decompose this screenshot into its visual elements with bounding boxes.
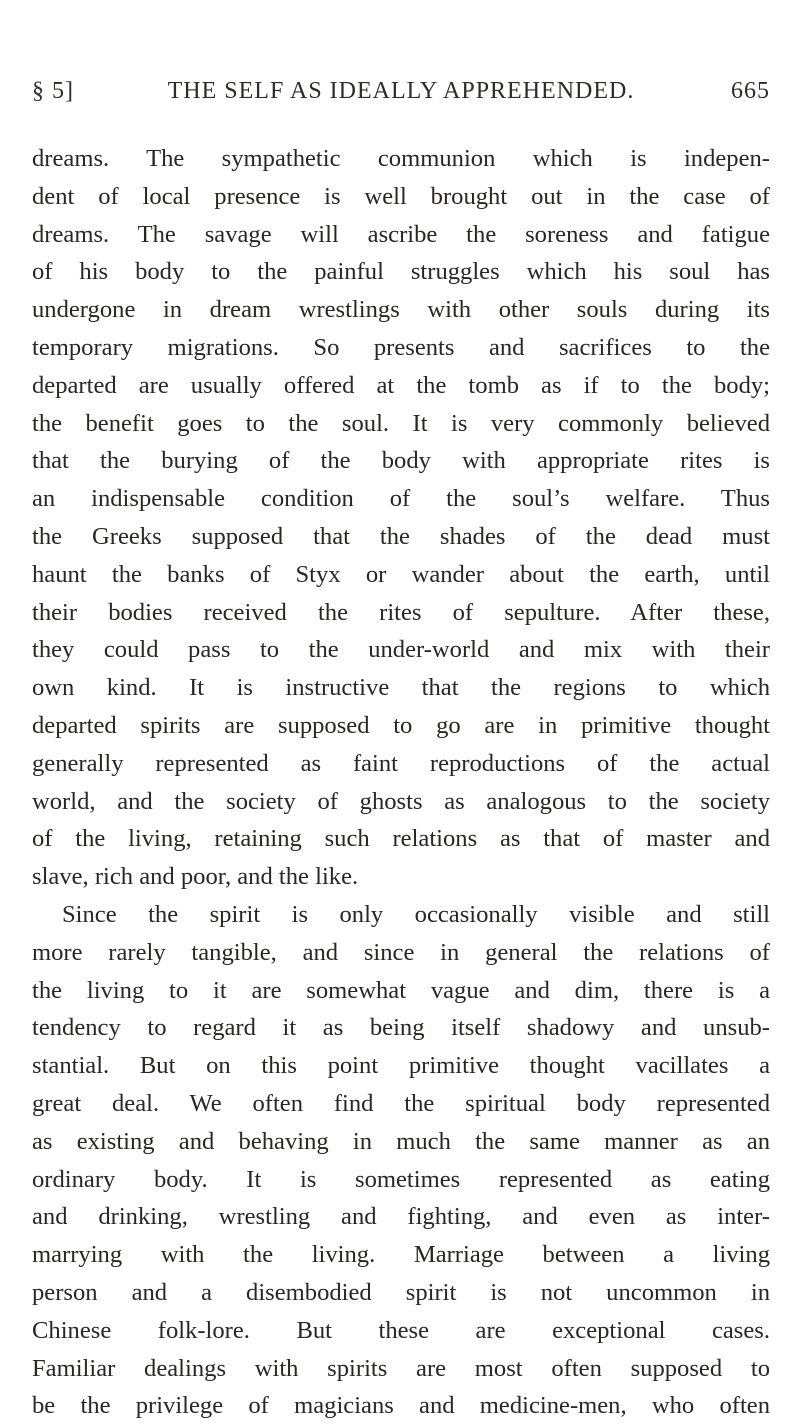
- text-line: generally represented as faint reproductions of the actual: [32, 749, 770, 777]
- body-text: [32, 140, 770, 1425]
- text-line: their bodies received the rites of sepulture. After these,: [32, 598, 770, 626]
- paragraph-end-line: slave, rich and poor, and the like.: [32, 863, 359, 891]
- text-line: great deal. We often find the spiritual body represented: [32, 1089, 770, 1117]
- text-line: dreams. The savage will ascribe the soreness and fatigue: [32, 220, 770, 248]
- text-line: be the privilege of magicians and medicine-men, who often: [32, 1392, 770, 1420]
- text-line: dreams. The sympathetic communion which is indepen-: [32, 145, 770, 172]
- text-line: stantial. But on this point primitive thought vacillates a: [32, 1052, 770, 1080]
- text-line: the Greeks supposed that the shades of the dead must: [32, 522, 770, 550]
- running-title: THE SELF AS IDEALLY APPREHENDED.: [167, 78, 635, 104]
- text-line: of the living, retaining such relations as that of master and: [32, 825, 770, 853]
- text-line: undergone in dream wrestlings with other souls during its: [32, 296, 770, 324]
- text-line: temporary migrations. So presents and sacrifices to the: [32, 333, 770, 361]
- text-line: as existing and behaving in much the same manner as an: [32, 1127, 770, 1155]
- text-line: and drinking, wrestling and fighting, and even as inter-: [32, 1203, 770, 1231]
- text-line: marrying with the living. Marriage between a living: [32, 1241, 770, 1269]
- section-marker: § 5]: [32, 78, 74, 104]
- running-head: [32, 78, 770, 112]
- text-line: haunt the banks of Styx or wander about the earth, until: [32, 560, 770, 588]
- text-line: person and a disembodied spirit is not uncommon in: [32, 1278, 770, 1306]
- text-line: ordinary body. It is sometimes represented as eating: [32, 1165, 770, 1193]
- text-line: of his body to the painful struggles which his soul has: [32, 258, 770, 286]
- text-line: the benefit goes to the soul. It is very commonly believed: [32, 409, 770, 437]
- text-line: tendency to regard it as being itself shadowy and unsub-: [32, 1014, 770, 1042]
- paragraph-start-line: Since the spirit is only occasionally visible and still: [62, 900, 770, 928]
- text-line: own kind. It is instructive that the regions to which: [32, 674, 770, 702]
- text-line: they could pass to the under-world and mix with their: [32, 636, 770, 664]
- book-page: [32, 78, 770, 1425]
- text-line: Chinese folk-lore. But these are exceptional cases.: [32, 1316, 770, 1344]
- text-line: an indispensable condition of the soul’s welfare. Thus: [32, 485, 770, 513]
- text-line: world, and the society of ghosts as analogous to the society: [32, 787, 770, 815]
- text-line: dent of local presence is well brought out in the case of: [32, 182, 770, 210]
- text-line: departed spirits are supposed to go are in primitive thought: [32, 711, 770, 739]
- page-number: 665: [731, 78, 770, 104]
- text-line: departed are usually offered at the tomb as if to the body;: [32, 371, 770, 399]
- text-line: more rarely tangible, and since in general the relations of: [32, 938, 770, 966]
- text-line: the living to it are somewhat vague and dim, there is a: [32, 976, 770, 1004]
- text-line: Familiar dealings with spirits are most often supposed to: [32, 1354, 770, 1382]
- text-line: that the burying of the body with appropriate rites is: [32, 447, 770, 475]
